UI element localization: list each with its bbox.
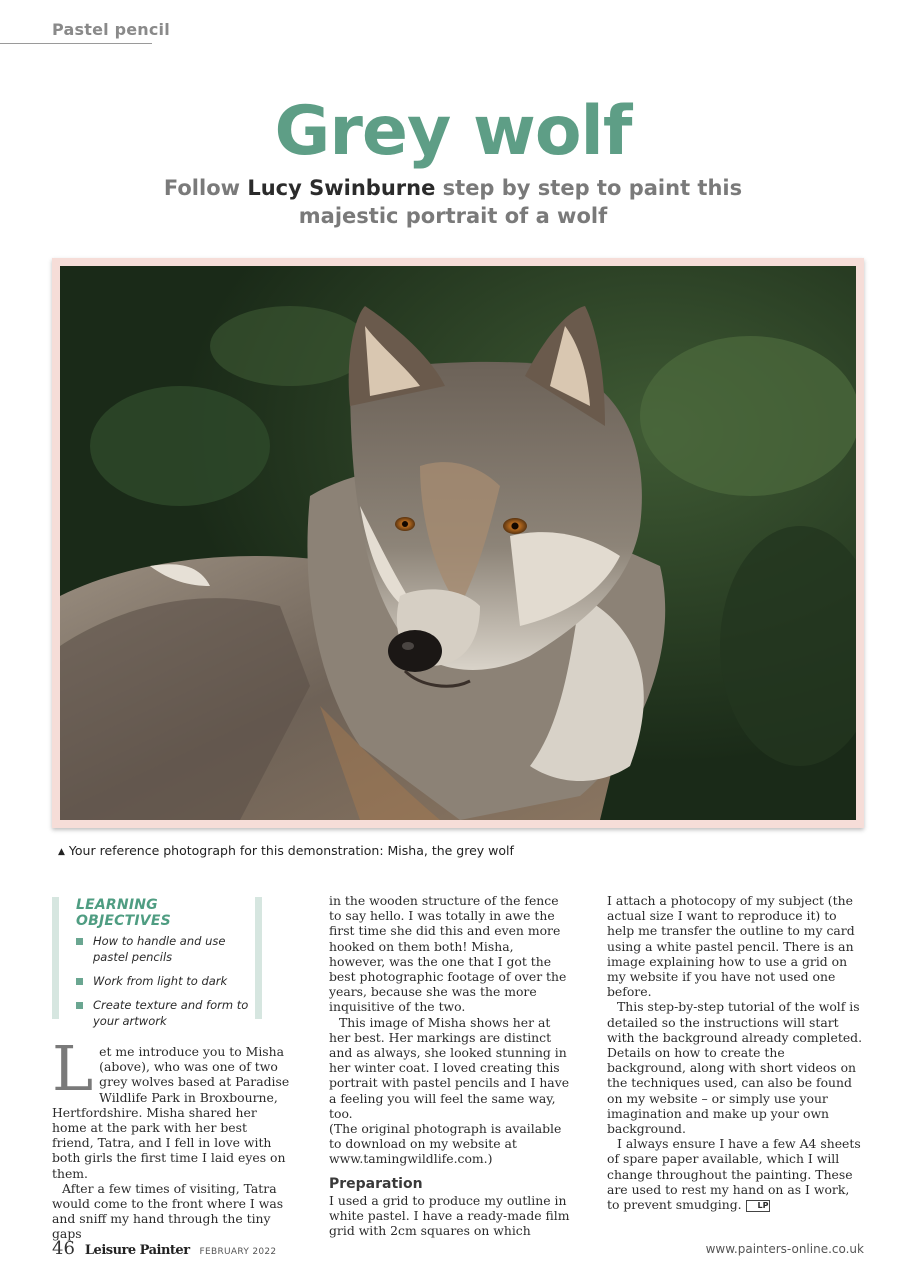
photo-caption	[58, 843, 514, 858]
body-paragraph: This image of Misha shows her at her best. Her markings are distinct and as always, she looked stunning in her winter coat. I loved creating this portrait with pastel pencils and I have a feeling you will feel the same way, too.	[329, 1014, 570, 1121]
standfirst-pre: Follow	[163, 176, 248, 200]
end-mark-icon: LP	[746, 1200, 771, 1212]
learning-objectives-box	[52, 897, 262, 1028]
objective-item: Create texture and form to your artwork	[76, 997, 255, 1029]
standfirst-post: step by step to paint this majestic portrait of a wolf	[298, 176, 743, 228]
triangle-up-icon: ▲	[58, 847, 65, 857]
body-paragraph: I used a grid to produce my outline in white pastel. I have a ready-made film grid with 2cm squares on which	[329, 1192, 570, 1239]
page-number: 46	[52, 1238, 75, 1259]
website-url: www.painters-online.co.uk	[705, 1242, 864, 1256]
folio	[52, 1238, 276, 1259]
objectives-heading: LEARNING OBJECTIVES	[76, 897, 171, 929]
body-paragraph: (The original photograph is available to download on my website at www.tamingwildlife.com.)	[329, 1121, 562, 1167]
objective-item: How to handle and use pastel pencils	[76, 933, 255, 965]
author-name: Lucy Swinburne	[247, 176, 436, 200]
issue-date: FEBRUARY 2022	[199, 1247, 277, 1257]
section-rule	[0, 43, 152, 44]
drop-cap: L	[52, 1032, 94, 1105]
paragraph-text: I always ensure I have a few A4 sheets of spare paper available, which I will change throughout the painting. These are used to rest my hand on as I work, to prevent smudging.	[607, 1136, 861, 1213]
body-column-1	[52, 1032, 292, 1242]
body-paragraph: This step-by-step tutorial of the wolf is detailed so the instructions will start with the background already completed. Details on how to create the background, along with short videos on the techniques used, can also be found on my website – or simply use your imagination and make up your own background.	[607, 999, 863, 1137]
body-column-3	[607, 893, 863, 1212]
objective-item: Work from light to dark	[76, 973, 255, 989]
body-paragraph	[52, 1032, 292, 1181]
body-paragraph: After a few times of visiting, Tatra would come to the front where I was and sniff my hand through the tiny gaps	[52, 1180, 284, 1242]
caption-text: Your reference photograph for this demonstration: Misha, the grey wolf	[68, 843, 514, 858]
magazine-name: Leisure Painter	[84, 1243, 190, 1258]
body-paragraph: in the wooden structure of the fence to say hello. I was totally in awe the first time she did this and even more hooked on them both! Misha, however, was the one that I got the best photographic footage of over the years, because she was the more inquisitive of the two.	[329, 893, 567, 1015]
section-subhead: Preparation	[329, 1175, 423, 1192]
objectives-list	[76, 933, 255, 1029]
photo-frame	[52, 258, 864, 828]
body-column-2	[329, 893, 573, 1238]
article-title: Grey wolf	[274, 92, 632, 171]
wolf-photo	[60, 266, 856, 820]
standfirst	[150, 174, 756, 230]
paragraph-text: et me introduce you to Misha (above), who was one of two grey wolves based at Paradise Wildlife Park in Broxbourne, Hertfordshire. Misha shared her home at the park with her best friend, Tatra, and I fell in love with both girls the first time I laid eyes on them.	[52, 1044, 290, 1181]
section-label: Pastel pencil	[52, 20, 170, 39]
body-paragraph: I attach a photocopy of my subject (the actual size I want to reproduce it) to help me transfer the outline to my card using a white pastel pencil. There is an image explaining how to use a grid on my website if you have not used one before.	[607, 893, 855, 1000]
body-paragraph	[607, 1136, 863, 1212]
